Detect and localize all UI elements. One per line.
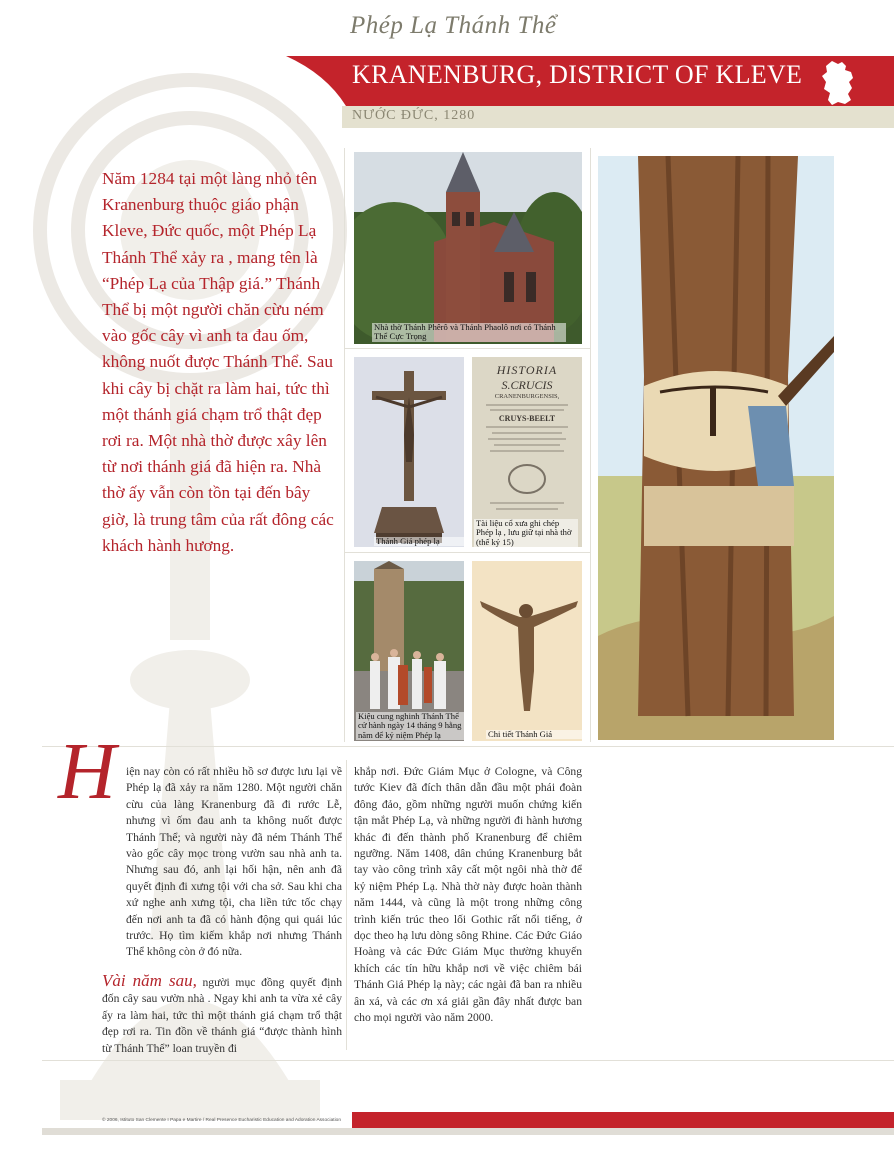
book-title-line: HISTORIA — [496, 363, 558, 377]
crucifix-detail-photo — [472, 561, 582, 741]
church-caption: Nhà thờ Thánh Phêrô và Thánh Phaolô nơi có Thánh Thể Cực Trọng — [372, 323, 566, 342]
intro-text: Năm 1284 tại một làng nhỏ tên Kranenburg thuộc giáo phận Kleve, Đức quốc, một Phép Lạ Thánh Thể xảy ra , mang tên là “Phép Lạ của Thập giá.” Thánh Thể bị một người chăn cừu ném vào gốc cây vì anh ta đau ốm, không nuốt được Thánh Thể. Sau khi cây bị chặt ra làm hai, tức thì một thánh giá chạm trổ thật đẹp rơi ra. Một nhà thờ được xây lên từ nơi thánh giá đã hiện ra. Nhà thờ ấy vẫn còn tồn tại đến bây giờ, là trung tâm của rất đông các khách hành hương. — [102, 169, 334, 555]
body-paragraph-text: người mục đồng quyết định đốn cây sau vườn nhà . Ngay khi anh ta vừa xẻ cây ấy ra làm hai, tức thì một thánh giá chạm trổ thật đẹp rơi ra. Tin đồn về thánh giá “được thành hình từ Thánh Thể” loan truyền đi — [102, 975, 342, 1055]
body-paragraph: iện nay còn có rất nhiều hồ sơ được lưu lại về Phép lạ đã xảy ra năm 1280. Một người chăn cừu của làng Kranenburg đã đi rước Lễ, nhưng vì ốm đau anh ta không nuốt được Thánh Thể; và người này đã ném Thánh Thể vào gốc cây mọc trong vườn sau nhà anh ta. Nhưng sau đó, anh lại hối hận, nên anh đã quyết định đi xưng tội với cha sở. Sau khi cha xứ nghe anh xưng tội, cha liền tức tốc chạy đến nơi anh ta đã có hành động qui quái lúc trước. Họ tìm kiếm khắp nơi nhưng Thánh Thể không còn ở đó nữa. — [126, 765, 342, 959]
body-column-right: khắp nơi. Đức Giám Mục ở Cologne, và Công tước Kiev đã đích thân dẫn đầu một phái đoàn đông đảo, gồm những người muốn chứng kiến tận mắt Phép Lạ, và những người đi hành hương khác đi đến thành phố Kranenburg để chiêm ngưỡng. Năm 1408, dân chúng Kranenburg bắt tay vào công trình xây cất một ngôi nhà thờ để kỷ niệm Phép Lạ. Nhà thờ này được hoàn thành năm 1444, và cũng là một trong những công trình kiến trúc theo lối Gothic rất nổi tiếng, ở dọc theo hạ lưu dòng sông Rhine. Các Đức Giáo Hoàng và các Đức Giám Mục thường khuyến khích các tín hữu khắp nơi về việc chiêm bái Thánh Giá Phép lạ này; các ngài đã ban ra nhiều ân xá, và các ơn xá giải gần đây nhất được ban cho mọi người vào năm 2000. — [354, 765, 582, 1025]
divider — [346, 760, 347, 1050]
book-caption: Tài liệu cổ xưa ghi chép Phép lạ , lưu giữ tại nhà thờ (thế kỷ 15) — [474, 519, 578, 547]
divider — [344, 348, 590, 349]
detail-caption: Chi tiết Thánh Giá — [486, 730, 584, 739]
crucifix-caption: Thánh Giá phép lạ — [374, 537, 468, 546]
tree-painting — [598, 156, 834, 740]
divider — [42, 746, 894, 747]
page-header-title: Phép Lạ Thánh Thể — [350, 12, 557, 39]
germany-map-icon — [818, 60, 858, 106]
divider — [344, 552, 590, 553]
page-title: KRANENBURG, DISTRICT OF KLEVE — [352, 60, 803, 89]
body-column-left — [102, 764, 342, 1057]
church-photo — [354, 152, 582, 344]
book-title-line: CRANENBURGENSIS, — [494, 393, 560, 400]
divider — [590, 148, 591, 742]
book-title-line: CRUYS-BEELT — [498, 414, 556, 423]
section-subhead: Vài năm sau, — [102, 970, 197, 990]
body-paragraph — [102, 970, 342, 1057]
page-subtitle: NƯỚC ĐỨC, 1280 — [352, 108, 476, 123]
crucifix-photo — [354, 357, 464, 547]
divider — [344, 148, 345, 742]
divider — [42, 1060, 894, 1061]
procession-caption: Kiệu cung nghinh Thánh Thể cử hành ngày 14 tháng 9 hằng năm để kỷ niệm Phép lạ — [356, 712, 464, 740]
footer-strip — [42, 1128, 894, 1135]
book-title-line: S.CRUCIS — [501, 378, 553, 392]
drop-cap: H — [58, 728, 116, 816]
copyright-text: © 2006, Istituto San Clemente I Papa e Martire / Real Presence Eucharistic Education and Adoration Association — [102, 1118, 341, 1123]
